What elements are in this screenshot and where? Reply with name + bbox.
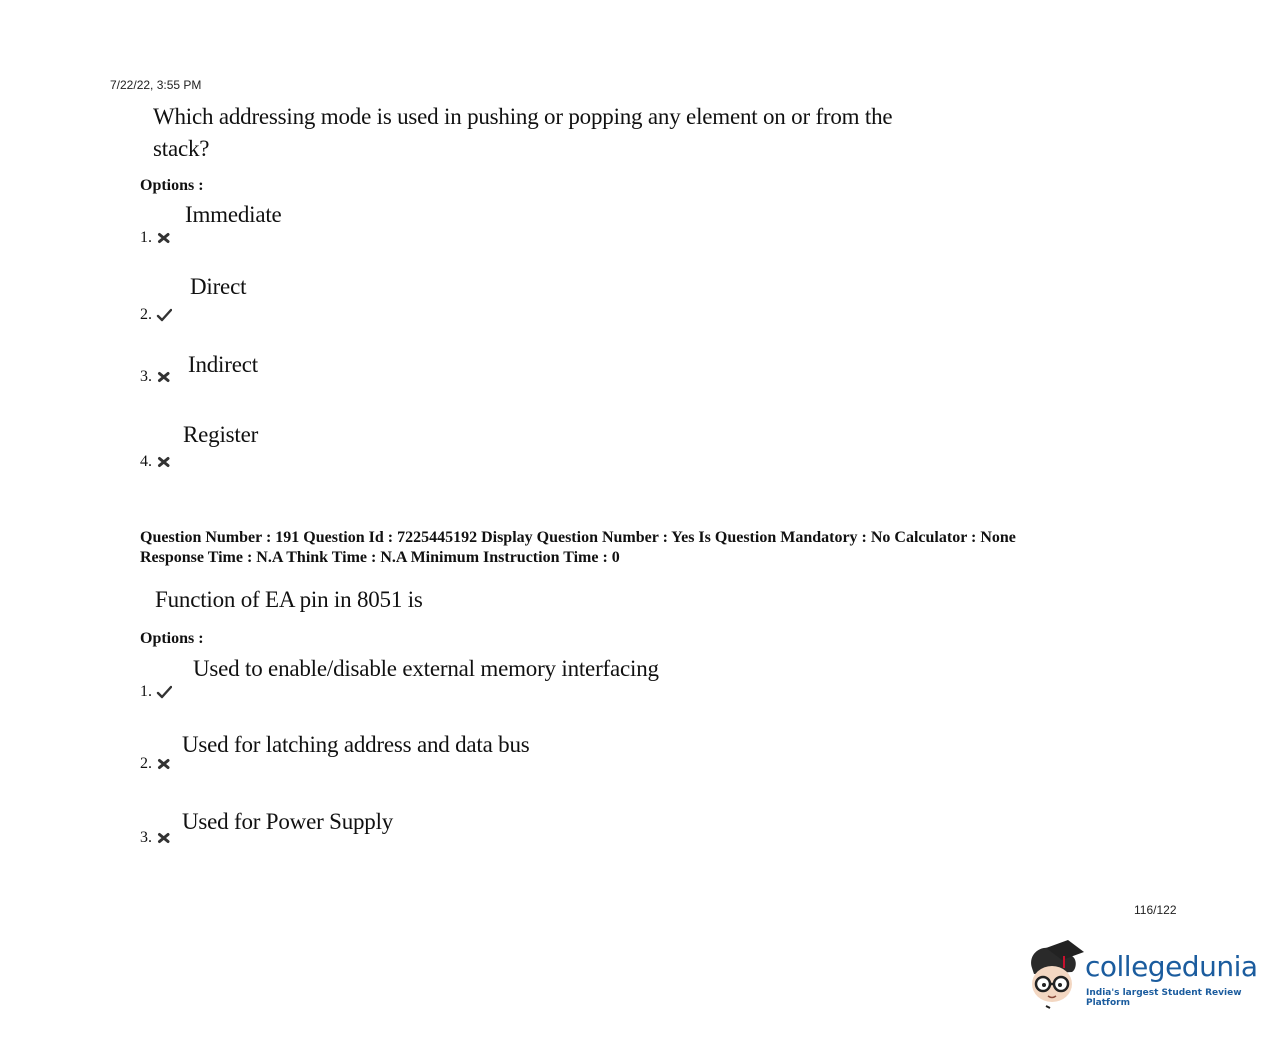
brand-tagline: India's largest Student Review Platform (1086, 988, 1242, 1008)
question-1-line-2: stack? (153, 136, 210, 161)
q1-option-4-text: Register (183, 422, 259, 447)
q2-option-2-text: Used for latching address and data bus (182, 732, 530, 757)
q2-option-1-text: Used to enable/disable external memory interfacing (193, 656, 659, 681)
brand-name: collegedunia (1085, 950, 1258, 983)
cross-icon (156, 830, 172, 846)
q1-option-3-number (140, 368, 172, 386)
q1-option-2-num: 2. (140, 306, 152, 323)
q2-option-3-number (140, 829, 172, 847)
question-1-options-label: Options : (140, 177, 204, 194)
cross-icon (156, 369, 172, 385)
q1-option-1-num: 1. (140, 229, 152, 246)
page-number: 116/122 (1134, 903, 1177, 917)
q2-option-3-text: Used for Power Supply (182, 809, 394, 834)
q1-option-1-text: Immediate (185, 202, 282, 227)
q1-option-3-num: 3. (140, 368, 152, 385)
question-2-meta-line-2: Response Time : N.A Think Time : N.A Minimum Instruction Time : 0 (140, 549, 620, 566)
cross-icon (156, 230, 172, 246)
cross-icon (156, 756, 172, 772)
check-icon (156, 307, 172, 323)
q2-option-1-num: 1. (140, 683, 152, 700)
question-2-options-label: Options : (140, 630, 204, 647)
question-2-text: Function of EA pin in 8051 is (155, 587, 423, 612)
cross-icon (156, 454, 172, 470)
q1-option-2-text: Direct (190, 274, 247, 299)
q1-option-3-text: Indirect (188, 352, 258, 377)
q1-option-1-number (140, 229, 172, 247)
check-icon (156, 684, 172, 700)
q1-option-2-number (140, 306, 172, 324)
question-2-meta-line-1: Question Number : 191 Question Id : 7225445192 Display Question Number : Yes Is Question Mandatory : No Calculator : None (140, 529, 1016, 546)
print-timestamp: 7/22/22, 3:55 PM (110, 78, 202, 92)
q2-option-2-number (140, 755, 172, 773)
collegedunia-mascot-icon (1024, 938, 1086, 1010)
q2-option-2-num: 2. (140, 755, 152, 772)
q2-option-3-num: 3. (140, 829, 152, 846)
q1-option-4-num: 4. (140, 453, 152, 470)
q1-option-4-number (140, 453, 172, 471)
question-1-text (153, 101, 892, 165)
q2-option-1-number (140, 683, 172, 701)
question-1-line-1: Which addressing mode is used in pushing or popping any element on or from the (153, 104, 893, 129)
question-2-meta (140, 528, 1140, 568)
